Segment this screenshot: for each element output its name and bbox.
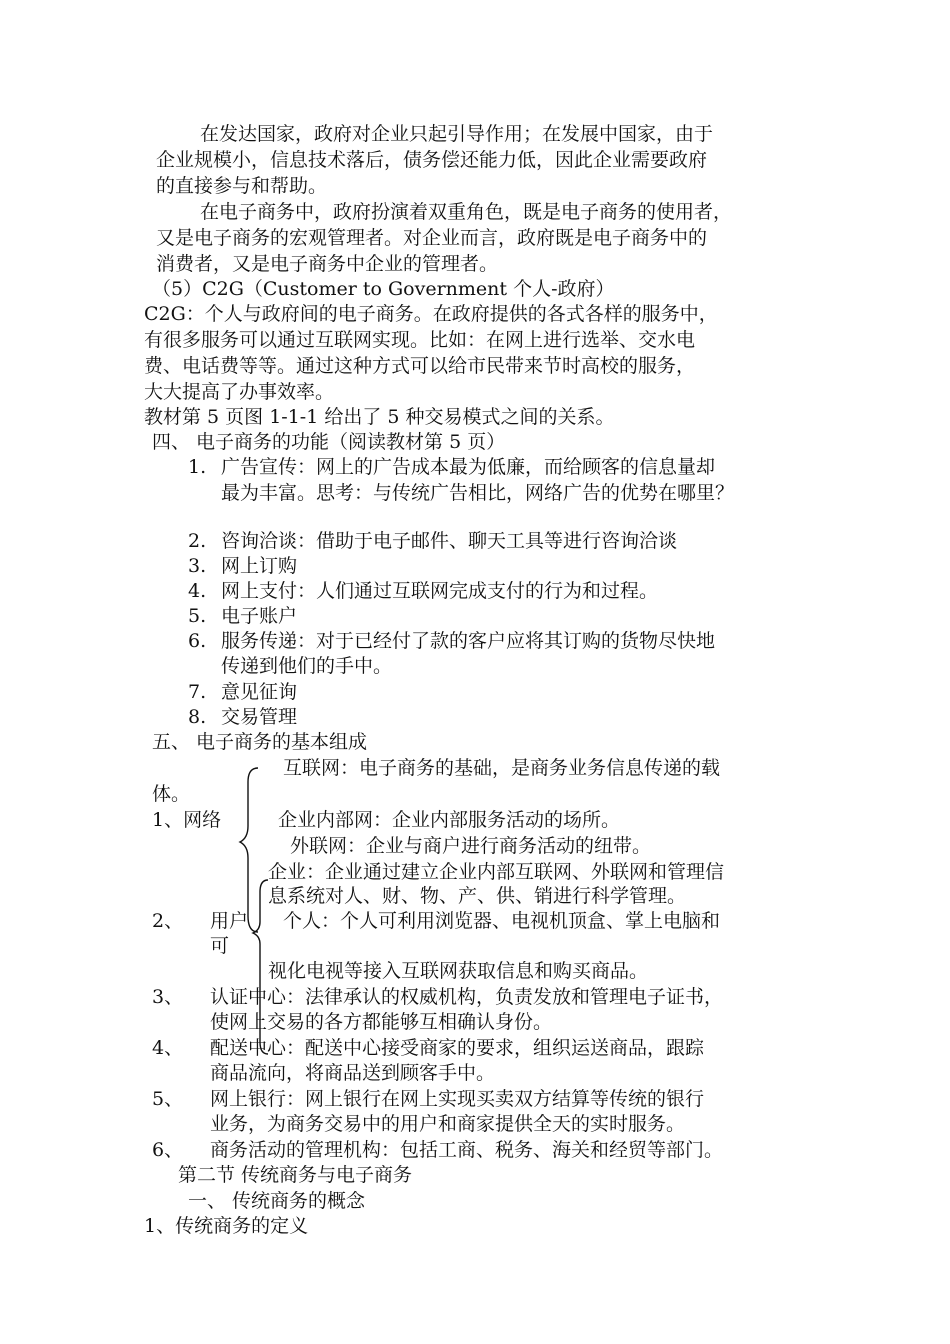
section4-item-5-num: 5.	[188, 605, 207, 627]
network-internet-cont: 体。	[152, 783, 191, 805]
section-two-item-1: 1、传统商务的定义	[144, 1215, 309, 1237]
intro-para2-line1: 在电子商务中，政府扮演着双重角色，既是电子商务的使用者，	[200, 201, 733, 223]
section-two-heading: 第二节 传统商务与电子商务	[178, 1164, 413, 1186]
section4-item-2-num: 2.	[188, 530, 207, 552]
section4-item-7-text: 意见征询	[221, 681, 298, 703]
network-extranet: 外联网：企业与商户进行商务活动的纽带。	[290, 835, 652, 857]
section5-item-3-num: 3、	[152, 986, 184, 1008]
section4-item-4-text: 网上支付：人们通过互联网完成支付的行为和过程。	[221, 580, 659, 602]
section4-item-1-cont: 最为丰富。思考：与传统广告相比，网络广告的优势在哪里？	[221, 482, 735, 504]
network-intranet: 企业内部网：企业内部服务活动的场所。	[278, 809, 621, 831]
users-brace	[250, 878, 274, 1058]
c2g-line3: 费、电话费等等。通过这种方式可以给市民带来节时高校的服务，	[144, 355, 696, 377]
intro-para2-line2: 又是电子商务的宏观管理者。对企业而言，政府既是电子商务中的	[156, 227, 708, 249]
section4-item-2-text: 咨询洽谈：借助于电子邮件、聊天工具等进行咨询洽谈	[221, 530, 678, 552]
section5-heading: 五、 电子商务的基本组成	[152, 731, 368, 753]
network-label: 1、网络	[152, 809, 222, 831]
section4-item-6-num: 6.	[188, 630, 207, 652]
section4-item-5-text: 电子账户	[221, 605, 298, 627]
section4-item-4-num: 4.	[188, 580, 207, 602]
section5-item-5-text: 网上银行：网上银行在网上实现买卖双方结算等传统的银行	[210, 1088, 705, 1110]
users-label-extra: 可	[210, 935, 230, 957]
c2g-line2: 有很多服务可以通过互联网实现。比如：在网上进行选举、交水电	[144, 329, 696, 351]
intro-para1-line2: 企业规模小，信息技术落后，债务偿还能力低，因此企业需要政府	[156, 149, 708, 171]
users-personal-cont: 视化电视等接入互联网获取信息和购买商品。	[268, 960, 649, 982]
section-two-subheading: 一、 传统商务的概念	[188, 1190, 366, 1212]
intro-para1-line1: 在发达国家，政府对企业只起引导作用；在发展中国家，由于	[200, 123, 714, 145]
c2g-figure-note: 教材第 5 页图 1-1-1 给出了 5 种交易模式之间的关系。	[144, 406, 615, 428]
section4-item-1-text: 广告宣传：网上的广告成本最为低廉，而给顾客的信息量却	[221, 456, 716, 478]
section4-item-6-text: 服务传递：对于已经付了款的客户应将其订购的货物尽快地	[221, 630, 716, 652]
section5-item-3-text: 认证中心：法律承认的权威机构，负责发放和管理电子证书，	[210, 986, 724, 1008]
section4-item-7-num: 7.	[188, 681, 207, 703]
section4-item-3-text: 网上订购	[221, 555, 298, 577]
section4-item-1-num: 1.	[188, 456, 207, 478]
c2g-line4: 大大提高了办事效率。	[144, 381, 335, 403]
section4-item-8-text: 交易管理	[221, 706, 298, 728]
intro-para1-line3: 的直接参与和帮助。	[156, 175, 328, 197]
users-num: 2、	[152, 910, 184, 932]
section5-item-6-num: 6、	[152, 1139, 184, 1161]
c2g-line1: C2G：个人与政府间的电子商务。在政府提供的各式各样的服务中，	[144, 303, 718, 325]
section4-item-8-num: 8.	[188, 706, 207, 728]
section5-item-4-num: 4、	[152, 1037, 184, 1059]
section5-item-5-cont: 业务，为商务交易中的用户和商家提供全天的实时服务。	[210, 1113, 686, 1135]
users-label: 用户	[210, 910, 249, 932]
section5-item-4-cont: 商品流向，将商品送到顾客手中。	[210, 1062, 496, 1084]
users-personal: 个人：个人可利用浏览器、电视机顶盒、掌上电脑和	[283, 910, 721, 932]
users-enterprise: 企业：企业通过建立企业内部互联网、外联网和管理信	[268, 861, 725, 883]
section4-item-6-cont: 传递到他们的手中。	[221, 655, 393, 677]
section5-item-3-cont: 使网上交易的各方都能够互相确认身份。	[210, 1011, 553, 1033]
section5-item-4-text: 配送中心：配送中心接受商家的要求，组织运送商品，跟踪	[210, 1037, 705, 1059]
c2g-heading: （5）C2G（Customer to Government 个人-政府）	[152, 278, 615, 300]
network-internet: 互联网：电子商务的基础，是商务业务信息传递的载	[283, 757, 721, 779]
section5-item-5-num: 5、	[152, 1088, 184, 1110]
users-enterprise-cont: 息系统对人、财、物、产、供、销进行科学管理。	[268, 885, 687, 907]
section4-item-3-num: 3.	[188, 555, 207, 577]
section5-item-6-text: 商务活动的管理机构：包括工商、税务、海关和经贸等部门。	[210, 1139, 724, 1161]
intro-para2-line3: 消费者，又是电子商务中企业的管理者。	[156, 253, 499, 275]
section4-heading: 四、 电子商务的功能（阅读教材第 5 页）	[152, 431, 506, 453]
